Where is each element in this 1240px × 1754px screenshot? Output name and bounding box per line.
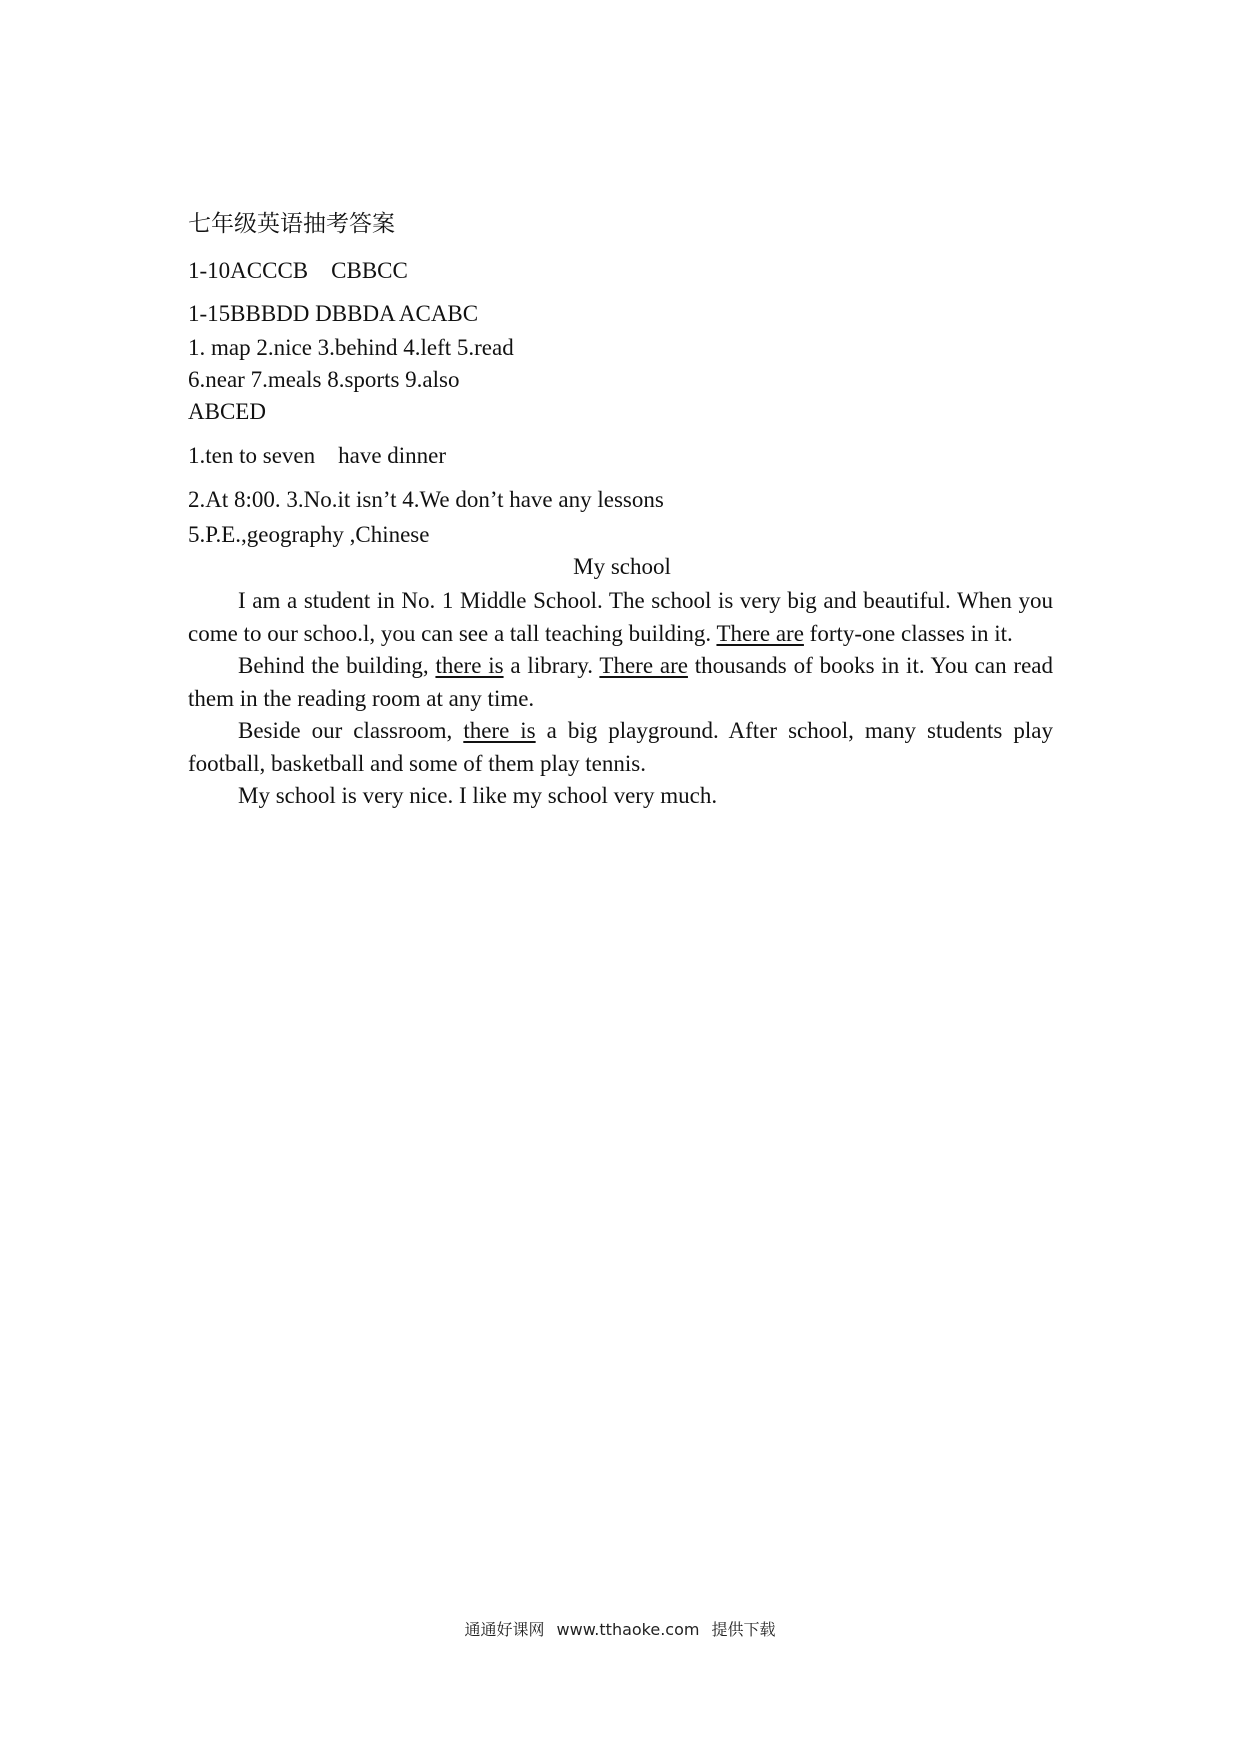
essay-text: Behind the building, [238,653,436,678]
essay-title: My school [573,554,671,579]
essay-paragraph-3 [188,715,1053,780]
essay-paragraph-1 [188,585,1053,650]
essay-text: Beside our classroom, [238,718,464,743]
footer-note: 提供下载 [711,1620,776,1639]
answer-line-1: 1-10ACCCB CBBCC [188,258,408,283]
essay-text: a library. [503,653,600,678]
footer-url: www.tthaoke.com [556,1620,700,1639]
essay-text: a big playground. After school, many students play football, basketball and some of them play tennis. [188,718,1053,776]
essay-text: thousands of books in it. You can read them in the reading room at any time. [188,653,1054,711]
answer-line-5: ABCED [188,399,266,424]
page-footer [0,1620,1240,1640]
underlined-phrase: There are [599,653,688,678]
essay-body [188,585,1053,813]
essay-text: I am a student in No. 1 Middle School. The school is very big and beautiful. When you come to our schoo.l, you can see a tall teaching building. [188,588,1053,646]
document-title: 七年级英语抽考答案 [188,211,395,237]
underlined-phrase: There are [716,620,804,646]
answer-line-8: 5.P.E.,geography ,Chinese [188,522,430,547]
answer-line-3: 1. map 2.nice 3.behind 4.left 5.read [188,335,514,360]
essay-paragraph-2 [188,650,1053,715]
footer-site-name: 通通好课网 [464,1620,545,1639]
underlined-phrase: there is [463,718,536,743]
answer-line-2: 1-15BBBDD DBBDA ACABC [188,301,479,326]
underlined-phrase: there is [435,653,504,678]
essay-paragraph-4: My school is very nice. I like my school very much. [238,783,718,808]
answer-line-7: 2.At 8:00. 3.No.it isn’t 4.We don’t have any lessons [188,487,664,512]
essay-text: forty-one classes in it. [803,620,1013,646]
answer-line-6: 1.ten to seven have dinner [188,443,447,468]
answer-line-4: 6.near 7.meals 8.sports 9.also [188,367,460,392]
